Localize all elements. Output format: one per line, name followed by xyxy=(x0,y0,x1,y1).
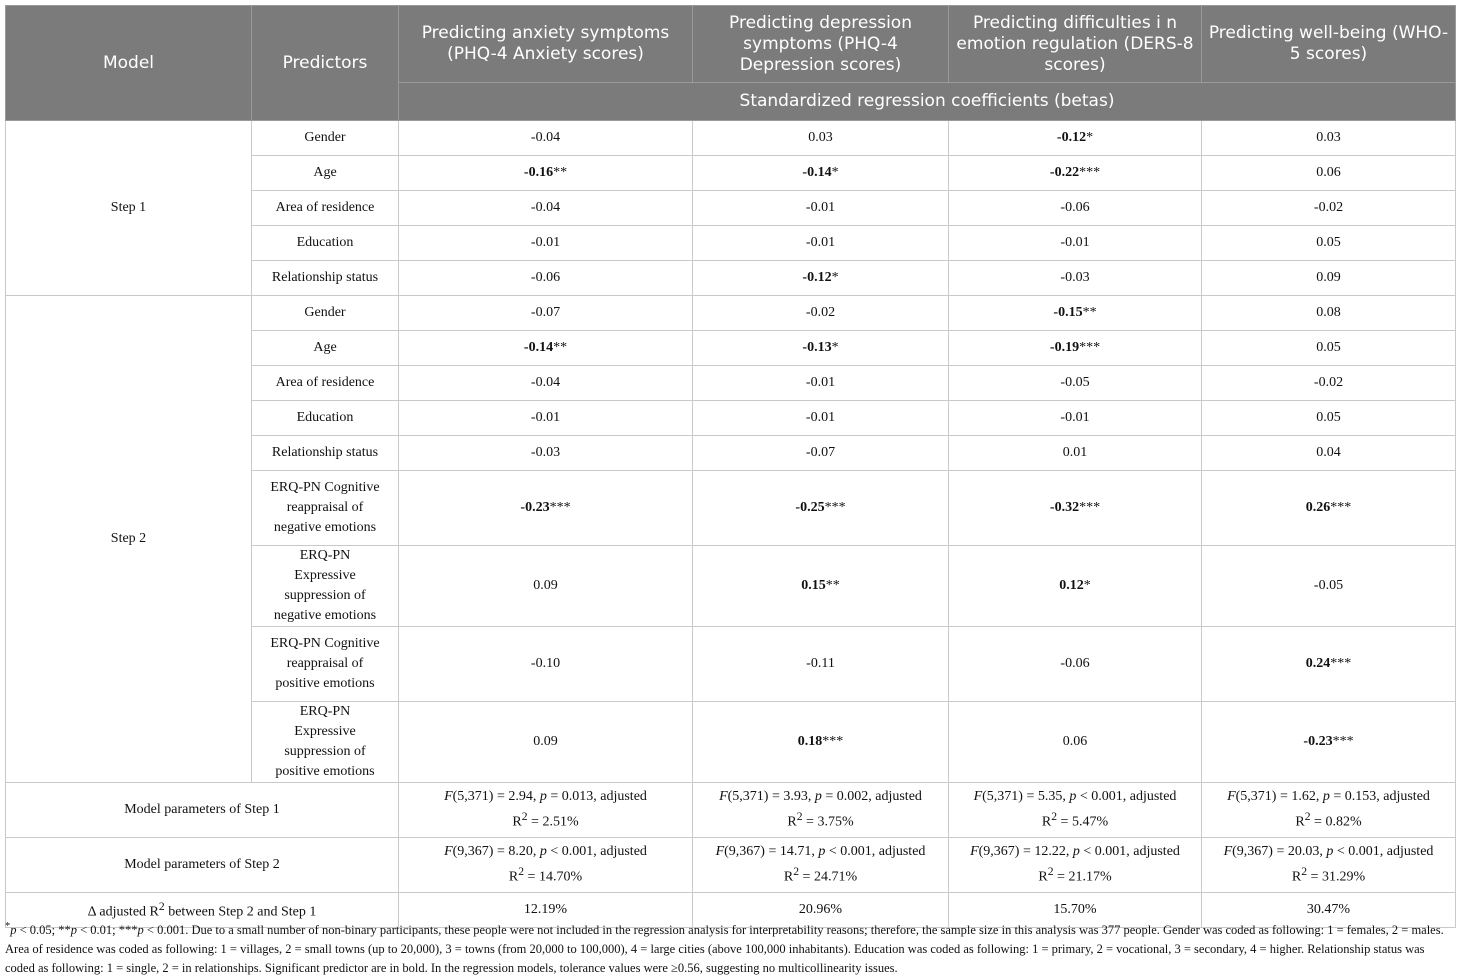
stat-part: = 0.153, adjusted xyxy=(1329,789,1430,805)
model-params-row xyxy=(6,838,1456,893)
beta-cell xyxy=(693,366,949,401)
beta-cell xyxy=(693,226,949,261)
stat-part: p xyxy=(818,844,826,860)
beta-value: 0.03 xyxy=(808,130,833,145)
header-emotion-regulation: Predicting difficulties i n emotion regulation (DERS-8 scores) xyxy=(949,6,1202,83)
beta-value: 0.05 xyxy=(1316,410,1341,425)
stat-part: R xyxy=(1295,814,1305,830)
beta-cell xyxy=(399,627,693,702)
beta-cell xyxy=(693,331,949,366)
beta-value: -0.06 xyxy=(1060,656,1090,671)
model-params-cell xyxy=(399,838,693,893)
beta-cell xyxy=(949,436,1202,471)
beta-value: 0.04 xyxy=(1316,445,1341,460)
beta-cell xyxy=(399,156,693,191)
beta-cell xyxy=(693,261,949,296)
header-model: Model xyxy=(6,6,252,121)
stat-part: 2 xyxy=(1047,865,1054,879)
significance-stars: ** xyxy=(1082,305,1097,320)
predictor-name: Age xyxy=(252,156,399,191)
stat-part: F xyxy=(715,844,725,860)
stat-part: 2 xyxy=(518,865,525,879)
model-params-label: Model parameters of Step 2 xyxy=(6,838,399,893)
model-params-cell xyxy=(693,838,949,893)
beta-value: 0.05 xyxy=(1316,340,1341,355)
beta-value: -0.19 xyxy=(1049,340,1080,355)
beta-cell xyxy=(949,121,1202,156)
delta-exp: 2 xyxy=(158,900,165,914)
stat-part: F xyxy=(444,789,453,805)
beta-value: -0.13 xyxy=(802,340,832,355)
model-params-cell xyxy=(693,783,949,838)
beta-value: -0.25 xyxy=(795,500,825,515)
beta-value: 0.03 xyxy=(1316,130,1341,145)
model-params-cell xyxy=(1202,783,1456,838)
stat-part: < 0.001, adjusted xyxy=(825,844,926,860)
header-anxiety: Predicting anxiety symptoms (PHQ-4 Anxiety scores) xyxy=(399,6,693,83)
predictor-name: Gender xyxy=(252,296,399,331)
beta-cell xyxy=(693,156,949,191)
stat-part: p xyxy=(1326,844,1334,860)
predictor-name: ERQ-PN Expressive suppression of positive emotions xyxy=(252,702,399,783)
beta-cell xyxy=(399,226,693,261)
delta-prefix: Δ adjusted R xyxy=(87,904,159,920)
predictor-name: ERQ-PN Cognitive reappraisal of negative emotions xyxy=(252,471,399,546)
beta-cell xyxy=(949,702,1202,783)
beta-value: -0.02 xyxy=(805,305,836,320)
delta-value: 15.70% xyxy=(949,893,1202,928)
significance-stars: ** xyxy=(553,165,568,180)
beta-cell xyxy=(399,471,693,546)
stat-part: F xyxy=(1227,789,1236,805)
beta-value: -0.12 xyxy=(802,270,832,285)
beta-cell xyxy=(693,401,949,436)
beta-value: -0.07 xyxy=(530,305,561,320)
stat-part: p xyxy=(1072,844,1080,860)
beta-cell xyxy=(949,261,1202,296)
stat-part: (5,371) = 2.94, xyxy=(452,789,540,805)
regression-table xyxy=(5,5,1456,928)
stat-part: F xyxy=(444,844,453,860)
significance-stars: *** xyxy=(549,500,571,515)
beta-cell xyxy=(693,627,949,702)
stat-part: = 0.002, adjusted xyxy=(821,789,922,805)
beta-cell xyxy=(1202,702,1456,783)
beta-cell xyxy=(1202,546,1456,627)
beta-cell xyxy=(693,191,949,226)
stat-part: < 0.001, adjusted xyxy=(1076,789,1177,805)
beta-value: 0.12 xyxy=(1059,578,1084,593)
predictor-name: Education xyxy=(252,401,399,436)
header-depression: Predicting depression symptoms (PHQ-4 Depression scores) xyxy=(693,6,949,83)
beta-value: -0.14 xyxy=(802,165,832,180)
predictor-name: Gender xyxy=(252,121,399,156)
beta-value: 0.06 xyxy=(1316,165,1341,180)
beta-cell xyxy=(949,471,1202,546)
significance-stars: *** xyxy=(1079,500,1101,515)
beta-value: -0.01 xyxy=(805,235,836,250)
header-predictors: Predictors xyxy=(252,6,399,121)
beta-value: -0.01 xyxy=(805,375,836,390)
stat-part: R xyxy=(1041,814,1052,830)
beta-cell xyxy=(1202,627,1456,702)
delta-suffix: between Step 2 and Step 1 xyxy=(164,904,317,920)
beta-value: -0.05 xyxy=(1313,578,1344,593)
beta-value: 0.26 xyxy=(1305,500,1331,515)
significance-stars: *** xyxy=(824,500,846,515)
beta-cell xyxy=(693,121,949,156)
table-row xyxy=(6,121,1456,156)
stat-part: = 0.013, adjusted xyxy=(546,789,647,805)
significance-stars: *** xyxy=(1079,340,1101,355)
delta-value: 12.19% xyxy=(399,893,693,928)
beta-value: -0.23 xyxy=(520,500,550,515)
beta-value: -0.16 xyxy=(523,165,554,180)
stat-part: F xyxy=(973,789,983,805)
beta-value: -0.01 xyxy=(805,410,836,425)
beta-cell xyxy=(399,331,693,366)
stat-part: 2 xyxy=(1304,810,1311,824)
beta-cell xyxy=(693,436,949,471)
stat-part: F xyxy=(719,789,728,805)
stat-part: R xyxy=(508,869,519,885)
beta-value: -0.22 xyxy=(1049,165,1080,180)
beta-cell xyxy=(1202,296,1456,331)
stat-part: (9,367) = 20.03, xyxy=(1232,844,1327,860)
beta-value: 0.05 xyxy=(1316,235,1341,250)
stat-part: p xyxy=(539,844,547,860)
table-footnote: *p < 0.05; **p < 0.01; ***p < 0.001. Due to a small number of non-binary participants, these people were not included in the regression analysis for interpretability reasons; therefore, the sample size in this analysis was 377 people. Gender was coded as following: 1 = females, 2 = males. Area of residence was coded as following: 1 = villages, 2 = small towns (up to 20,000), 3 = towns (from 20,000 to 100,000), 4 = large cities (above 100,000 inhabitants). Education was coded as following: 1 = primary, 2 = vocational, 3 = secondary, 4 = higher. Relationship status was coded as following: 1 = single, 2 = in relationships. Significant predictor are in bold. In the regression models, tolerance values were ≥0.56, suggesting no multicollinearity issues. xyxy=(5,921,1444,976)
stat-part: p xyxy=(814,789,822,805)
stat-part: (9,367) = 12.22, xyxy=(978,844,1073,860)
beta-cell xyxy=(399,261,693,296)
beta-cell xyxy=(1202,401,1456,436)
beta-cell xyxy=(949,546,1202,627)
beta-cell xyxy=(399,366,693,401)
regression-table-container xyxy=(5,5,1455,928)
significance-stars: * xyxy=(1086,130,1094,145)
beta-value: -0.06 xyxy=(1060,200,1090,215)
stat-part: (5,371) = 3.93, xyxy=(727,789,815,805)
beta-value: -0.04 xyxy=(530,375,561,390)
significance-stars: *** xyxy=(1079,165,1101,180)
beta-value: 0.09 xyxy=(533,578,558,593)
predictor-name: Age xyxy=(252,331,399,366)
significance-stars: * xyxy=(831,340,839,355)
stat-part: = 2.51% xyxy=(527,814,579,830)
model-params-cell xyxy=(949,783,1202,838)
beta-cell xyxy=(693,296,949,331)
beta-value: -0.23 xyxy=(1303,734,1333,749)
beta-cell xyxy=(399,546,693,627)
stat-part: 2 xyxy=(1051,810,1058,824)
beta-cell xyxy=(1202,436,1456,471)
beta-value: -0.01 xyxy=(530,410,561,425)
beta-value: -0.04 xyxy=(530,130,561,145)
stat-part: R xyxy=(512,814,522,830)
stat-part: = 0.82% xyxy=(1310,814,1362,830)
beta-value: 0.08 xyxy=(1316,305,1341,320)
beta-cell xyxy=(949,296,1202,331)
stat-part: < 0.001, adjusted xyxy=(546,844,647,860)
stat-part: (5,371) = 5.35, xyxy=(982,789,1070,805)
beta-value: 0.09 xyxy=(1316,270,1341,285)
header-standardized-betas: Standardized regression coefficients (betas) xyxy=(399,83,1456,121)
predictor-name: Education xyxy=(252,226,399,261)
beta-cell xyxy=(949,401,1202,436)
beta-value: -0.07 xyxy=(805,445,836,460)
stat-part: p xyxy=(1322,789,1330,805)
beta-value: -0.01 xyxy=(1060,410,1090,425)
predictor-name: Relationship status xyxy=(252,261,399,296)
beta-cell xyxy=(949,366,1202,401)
stat-part: p xyxy=(1069,789,1077,805)
beta-cell xyxy=(399,401,693,436)
beta-cell xyxy=(1202,331,1456,366)
model-params-row xyxy=(6,783,1456,838)
stat-part: < 0.001, adjusted xyxy=(1079,844,1180,860)
beta-value: -0.15 xyxy=(1053,305,1083,320)
beta-value: -0.11 xyxy=(806,656,835,671)
stat-part: 2 xyxy=(1301,865,1308,879)
beta-cell xyxy=(399,296,693,331)
beta-value: 0.09 xyxy=(533,734,558,749)
stat-part: = 14.70% xyxy=(524,869,583,885)
beta-cell xyxy=(949,191,1202,226)
significance-stars: ** xyxy=(553,340,568,355)
stat-part: (9,367) = 14.71, xyxy=(724,844,819,860)
beta-cell xyxy=(1202,156,1456,191)
beta-value: -0.02 xyxy=(1313,200,1344,215)
stat-part: = 24.71% xyxy=(799,869,858,885)
significance-stars: * xyxy=(831,165,839,180)
table-header xyxy=(6,6,1456,121)
stat-part: 2 xyxy=(521,810,528,824)
beta-value: -0.12 xyxy=(1056,130,1087,145)
beta-value: -0.01 xyxy=(805,200,836,215)
beta-cell xyxy=(399,191,693,226)
stat-part: = 5.47% xyxy=(1057,814,1109,830)
stat-part: F xyxy=(1223,844,1233,860)
beta-cell xyxy=(1202,191,1456,226)
beta-value: 0.18 xyxy=(797,734,823,749)
beta-cell xyxy=(949,156,1202,191)
beta-cell xyxy=(693,702,949,783)
header-well-being: Predicting well-being (WHO-5 scores) xyxy=(1202,6,1456,83)
stat-part: = 3.75% xyxy=(802,814,854,830)
beta-value: -0.14 xyxy=(523,340,554,355)
table-row xyxy=(6,296,1456,331)
stat-part: R xyxy=(787,814,797,830)
predictor-name: Relationship status xyxy=(252,436,399,471)
significance-stars: *** xyxy=(822,734,844,749)
significance-stars: *** xyxy=(1330,500,1352,515)
beta-value: -0.02 xyxy=(1313,375,1344,390)
predictor-name: ERQ-PN Cognitive reappraisal of positive emotions xyxy=(252,627,399,702)
stat-part: R xyxy=(1291,869,1302,885)
beta-value: 0.01 xyxy=(1062,445,1088,460)
stat-part: = 21.17% xyxy=(1053,869,1112,885)
stat-part: 2 xyxy=(793,865,800,879)
beta-value: -0.10 xyxy=(530,656,561,671)
step-label: Step 1 xyxy=(6,121,252,296)
model-params-cell xyxy=(949,838,1202,893)
stat-part: F xyxy=(970,844,979,860)
beta-value: 0.15 xyxy=(801,578,826,593)
beta-value: -0.04 xyxy=(530,200,561,215)
beta-value: -0.01 xyxy=(530,235,561,250)
beta-cell xyxy=(1202,261,1456,296)
significance-stars: ** xyxy=(825,578,840,593)
stat-part: p xyxy=(539,789,547,805)
beta-value: 0.24 xyxy=(1305,656,1331,671)
beta-value: 0.06 xyxy=(1062,734,1088,749)
stat-part: R xyxy=(783,869,794,885)
beta-value: -0.03 xyxy=(530,445,561,460)
model-params-cell xyxy=(399,783,693,838)
beta-value: -0.03 xyxy=(1060,270,1090,285)
beta-cell xyxy=(693,546,949,627)
beta-cell xyxy=(1202,366,1456,401)
step-label: Step 2 xyxy=(6,296,252,783)
beta-value: -0.01 xyxy=(1060,235,1090,250)
stat-part: = 31.29% xyxy=(1307,869,1366,885)
predictor-name: Area of residence xyxy=(252,366,399,401)
beta-value: -0.05 xyxy=(1060,375,1090,390)
beta-cell xyxy=(1202,471,1456,546)
beta-cell xyxy=(399,436,693,471)
predictor-name: ERQ-PN Expressive suppression of negative emotions xyxy=(252,546,399,627)
beta-value: -0.06 xyxy=(530,270,561,285)
predictor-name: Area of residence xyxy=(252,191,399,226)
significance-stars: *** xyxy=(1332,734,1354,749)
beta-cell xyxy=(1202,226,1456,261)
beta-cell xyxy=(949,627,1202,702)
beta-value: -0.32 xyxy=(1049,500,1080,515)
beta-cell xyxy=(949,226,1202,261)
stat-part: (9,367) = 8.20, xyxy=(452,844,540,860)
model-params-cell xyxy=(1202,838,1456,893)
significance-stars: *** xyxy=(1330,656,1352,671)
beta-cell xyxy=(949,331,1202,366)
stat-part: 2 xyxy=(796,810,803,824)
beta-cell xyxy=(693,471,949,546)
significance-stars: * xyxy=(831,270,839,285)
stat-part: < 0.001, adjusted xyxy=(1333,844,1434,860)
table-body xyxy=(6,121,1456,928)
stat-part: R xyxy=(1038,869,1048,885)
beta-cell xyxy=(399,121,693,156)
beta-cell xyxy=(1202,121,1456,156)
beta-cell xyxy=(399,702,693,783)
delta-value: 30.47% xyxy=(1202,893,1456,928)
model-params-label: Model parameters of Step 1 xyxy=(6,783,399,838)
delta-value: 20.96% xyxy=(693,893,949,928)
stat-part: (5,371) = 1.62, xyxy=(1235,789,1323,805)
significance-stars: * xyxy=(1083,578,1091,593)
